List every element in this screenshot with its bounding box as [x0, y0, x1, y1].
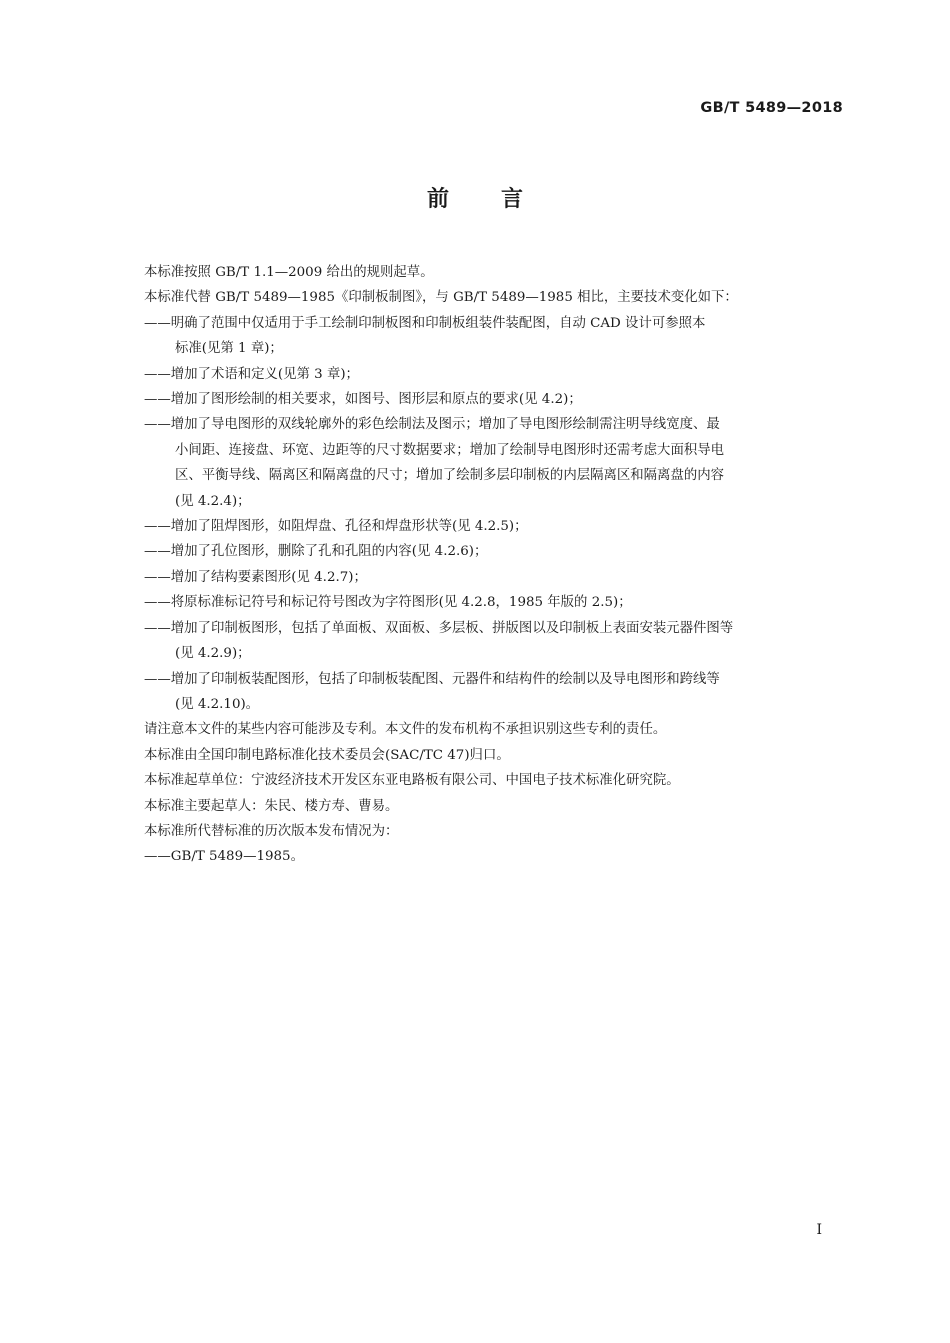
- change-item-line: ——增加了术语和定义(见第 3 章)；: [144, 366, 359, 382]
- change-item: [144, 362, 849, 387]
- paragraph-drafting-units: 本标准起草单位：宁波经济技术开发区东亚电路板有限公司、中国电子技术标准化研究院。: [144, 773, 680, 789]
- standard-number: GB/T 5489—2018: [700, 100, 843, 116]
- change-item-line: ——增加了结构要素图形(见 4.2.7)；: [144, 569, 367, 585]
- change-item: [144, 565, 849, 590]
- change-item-line: ——增加了孔位图形，删除了孔和孔阻的内容(见 4.2.6)；: [144, 544, 488, 560]
- page-number: I: [816, 1222, 822, 1238]
- paragraph-drafters: 本标准主要起草人：朱民、楼方寿、曹易。: [144, 798, 399, 814]
- paragraph-replaces: 本标准代替 GB/T 5489—1985《印制板制图》，与 GB/T 5489—1985 相比，主要技术变化如下：: [144, 290, 738, 306]
- change-item-line: 小间距、连接盘、环宽、边距等的尺寸数据要求；增加了绘制导电图形时还需考虑大面积导电: [175, 442, 725, 458]
- change-item: [144, 616, 849, 667]
- change-item-line: ——增加了阻焊图形，如阻焊盘、孔径和焊盘形状等(见 4.2.5)；: [144, 519, 528, 535]
- change-item-line: (见 4.2.10)。: [175, 696, 260, 712]
- paragraph-committee: 本标准由全国印制电路标准化技术委员会(SAC/TC 47)归口。: [144, 747, 510, 763]
- paragraph-history-intro: 本标准所代替标准的历次版本发布情况为：: [144, 823, 399, 839]
- change-item-line: ——将原标准标记符号和标记符号图改为字符图形(见 4.2.8，1985 年版的 2.5)；: [144, 595, 632, 611]
- change-item: [144, 514, 849, 539]
- change-item: [144, 667, 849, 718]
- change-item: [144, 412, 849, 514]
- change-item-line: ——增加了印制板装配图形，包括了印制板装配图、元器件和结构件的绘制以及导电图形和跨线等: [144, 671, 720, 687]
- change-item: [144, 311, 849, 362]
- paragraph-history-item: ——GB/T 5489—1985。: [144, 849, 304, 865]
- page-title: 前言: [426, 187, 575, 212]
- document-body: [144, 260, 849, 870]
- change-item-line: (见 4.2.4)；: [175, 493, 251, 509]
- change-item: [144, 539, 849, 564]
- change-item-line: ——增加了印制板图形，包括了单面板、双面板、多层板、拼版图以及印制板上表面安装元器件图等: [144, 620, 734, 636]
- change-item: [144, 590, 849, 615]
- change-item-line: ——明确了范围中仅适用于手工绘制印制板图和印制板组装件装配图，自动 CAD 设计可参照本: [144, 315, 706, 331]
- change-item-line: ——增加了导电图形的双线轮廓外的彩色绘制法及图示；增加了导电图形绘制需注明导线宽度、最: [144, 417, 720, 433]
- change-item-line: 标准(见第 1 章)；: [175, 341, 283, 357]
- change-list: [144, 311, 849, 718]
- change-item-line: ——增加了图形绘制的相关要求，如图号、图形层和原点的要求(见 4.2)；: [144, 392, 582, 408]
- change-item-line: (见 4.2.9)；: [175, 646, 251, 662]
- paragraph-drafting-rules: 本标准按照 GB/T 1.1—2009 给出的规则起草。: [144, 265, 434, 280]
- change-item-line: 区、平衡导线、隔离区和隔离盘的尺寸；增加了绘制多层印制板的内层隔离区和隔离盘的内容: [175, 468, 725, 484]
- paragraph-patent-notice: 请注意本文件的某些内容可能涉及专利。本文件的发布机构不承担识别这些专利的责任。: [144, 722, 667, 738]
- change-item: [144, 387, 849, 412]
